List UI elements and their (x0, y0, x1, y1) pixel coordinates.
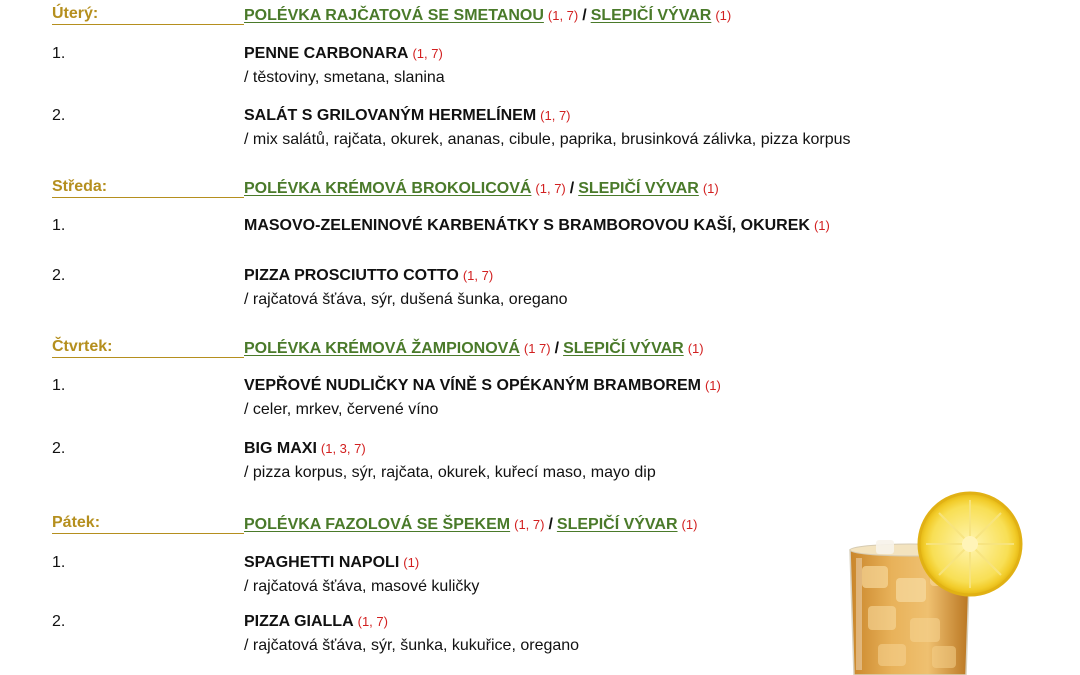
soup-name: POLÉVKA FAZOLOVÁ SE ŠPEKEM (244, 516, 511, 533)
dish (244, 264, 493, 288)
soup-name: SLEPIČÍ VÝVAR (563, 340, 684, 357)
allergen-codes: (1, 7) (412, 46, 443, 61)
dish-name: PIZZA GIALLA (244, 613, 354, 630)
soup-name: SLEPIČÍ VÝVAR (590, 7, 712, 24)
allergen-codes: (1) (715, 8, 732, 23)
dish (244, 551, 419, 575)
dish (244, 214, 830, 238)
allergen-codes: (1, 7) (535, 181, 566, 196)
soup-name: POLÉVKA KRÉMOVÁ BROKOLICOVÁ (244, 180, 532, 197)
soup-line (244, 177, 719, 201)
allergen-codes: (1) (813, 218, 830, 233)
soup-line (244, 337, 704, 361)
dish (244, 374, 721, 398)
day-label: Úterý: (52, 4, 244, 25)
dish-name: BIG MAXI (244, 440, 317, 457)
allergen-codes: (1, 3, 7) (320, 441, 366, 456)
allergen-codes: (1) (704, 378, 721, 393)
dish-description: / celer, mrkev, červené víno (244, 401, 439, 418)
dish-name: PIZZA PROSCIUTTO COTTO (244, 267, 459, 284)
dish-name: MASOVO-ZELENINOVÉ KARBENÁTKY S BRAMBOROVOU KAŠÍ, OKUREK (244, 217, 810, 234)
dish (244, 104, 571, 128)
allergen-codes: (1, 7) (547, 8, 579, 23)
allergen-codes: (1) (681, 517, 698, 532)
dish-description: / rajčatová šťáva, sýr, šunka, kukuřice, oregano (244, 637, 580, 654)
allergen-codes: (1, 7) (462, 268, 494, 283)
allergen-codes: (1) (702, 181, 719, 196)
soup-line (244, 4, 731, 28)
dish-number: 2. (52, 440, 66, 457)
dish-description: / pizza korpus, sýr, rajčata, okurek, kuřecí maso, mayo dip (244, 464, 656, 481)
soup-name: POLÉVKA KRÉMOVÁ ŽAMPIONOVÁ (244, 340, 520, 357)
soup-name: POLÉVKA RAJČATOVÁ SE SMETANOU (244, 7, 544, 24)
allergen-codes: (1 7) (523, 341, 551, 356)
soup-separator: / (582, 7, 587, 24)
soup-separator: / (548, 516, 553, 533)
dish-description: / mix salátů, rajčata, okurek, ananas, cibule, paprika, brusinková zálivka, pizza korpus (244, 131, 851, 148)
dish-description: / rajčatová šťáva, masové kuličky (244, 578, 480, 595)
dish (244, 42, 443, 66)
dish-number: 2. (52, 107, 66, 124)
dish-name: SALÁT S GRILOVANÝM HERMELÍNEM (244, 107, 537, 124)
allergen-codes: (1) (403, 555, 420, 570)
allergen-codes: (1, 7) (514, 517, 545, 532)
soup-name: SLEPIČÍ VÝVAR (578, 180, 699, 197)
dish-description: / rajčatová šťáva, sýr, dušená šunka, oregano (244, 291, 568, 308)
dish-description: / těstoviny, smetana, slanina (244, 69, 445, 86)
iced-tea-glass-icon (840, 488, 1030, 675)
day-label: Pátek: (52, 513, 244, 534)
dish-number: 2. (52, 267, 66, 284)
soup-name: SLEPIČÍ VÝVAR (556, 516, 678, 533)
day-label: Čtvrtek: (52, 337, 244, 358)
day-label: Středa: (52, 177, 244, 198)
allergen-codes: (1, 7) (357, 614, 388, 629)
soup-line (244, 513, 697, 537)
dish (244, 437, 366, 461)
allergen-codes: (1, 7) (540, 108, 571, 123)
soup-separator: / (569, 180, 575, 197)
dish-number: 1. (52, 377, 66, 394)
dish-name: PENNE CARBONARA (244, 45, 409, 62)
dish-number: 1. (52, 45, 66, 62)
dish-number: 1. (52, 217, 66, 234)
allergen-codes: (1) (687, 341, 704, 356)
dish (244, 610, 388, 634)
dish-number: 1. (52, 554, 66, 571)
dish-name: VEPŘOVÉ NUDLIČKY NA VÍNĚ S OPÉKANÝM BRAMBOREM (244, 377, 701, 394)
dish-number: 2. (52, 613, 66, 630)
soup-separator: / (554, 340, 560, 357)
dish-name: SPAGHETTI NAPOLI (244, 554, 400, 571)
